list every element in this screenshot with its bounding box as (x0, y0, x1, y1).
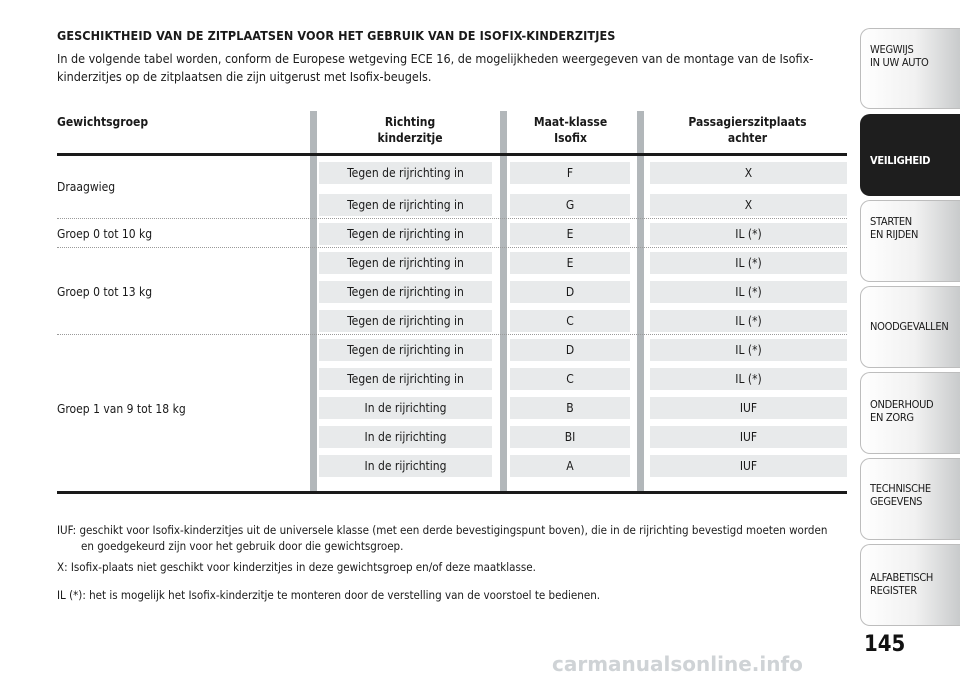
size-cell: C (510, 310, 630, 332)
rear-cell: IL (*) (650, 223, 847, 245)
column-divider (310, 111, 317, 493)
direction-cell: Tegen de rijrichting in (319, 223, 492, 245)
size-cell: E (510, 223, 630, 245)
column-divider (637, 111, 644, 493)
direction-cell: In de rijrichting (319, 455, 492, 477)
rear-cell: IL (*) (650, 252, 847, 274)
sidebar-tab-veiligheid[interactable]: VEILIGHEID (860, 114, 960, 196)
size-cell: B (510, 397, 630, 419)
rear-cell: IL (*) (650, 310, 847, 332)
page-title: GESCHIKTHEID VAN DE ZITPLAATSEN VOOR HET GEBRUIK VAN DE ISOFIX-KINDERZITJES (57, 28, 616, 43)
rear-cell: IUF (650, 455, 847, 477)
note-il: IL (*): het is mogelijk het Isofix-kinderzitje te monteren door de verstelling van de voorstoel te bedienen. (57, 588, 601, 602)
group-separator (57, 247, 847, 248)
size-cell: BI (510, 426, 630, 448)
sidebar-tab-technische-gegevens[interactable]: TECHNISCHE GEGEVENS (860, 458, 960, 540)
direction-cell: Tegen de rijrichting in (319, 194, 492, 216)
rear-cell: IL (*) (650, 339, 847, 361)
size-cell: F (510, 162, 630, 184)
header-rear-seat: Passagierszitplaats achter (688, 115, 807, 145)
rear-cell: IUF (650, 426, 847, 448)
note-x: X: Isofix-plaats niet geschikt voor kinderzitjes in deze gewichtsgroep en/of deze maatklasse. (57, 560, 536, 574)
size-cell: D (510, 339, 630, 361)
size-cell: C (510, 368, 630, 390)
sidebar-tab-wegwijs[interactable]: WEGWIJS IN UW AUTO (860, 28, 960, 109)
sidebar-tab-onderhoud[interactable]: ONDERHOUD EN ZORG (860, 372, 960, 454)
group-separator (57, 334, 847, 335)
rear-cell: IL (*) (650, 281, 847, 303)
group-label: Groep 0 tot 13 kg (57, 285, 153, 299)
size-cell: E (510, 252, 630, 274)
direction-cell: Tegen de rijrichting in (319, 368, 492, 390)
direction-cell: Tegen de rijrichting in (319, 252, 492, 274)
table-header-rule (57, 153, 847, 156)
direction-cell: Tegen de rijrichting in (319, 339, 492, 361)
direction-cell: In de rijrichting (319, 397, 492, 419)
intro-paragraph: In de volgende tabel worden, conform de Europese wetgeving ECE 16, de mogelijkheden weergegeven van de montage van de Isofix-kinderzitjes op de zitplaatsen die zijn uitgerust met Isofix-beugels. (57, 51, 814, 84)
sidebar-tab-register[interactable]: ALFABETISCH REGISTER (860, 544, 960, 626)
rear-cell: IL (*) (650, 368, 847, 390)
note-iuf-continued: en goedgekeurd zijn voor het gebruik door die gewichtsgroep. (81, 539, 404, 553)
rear-cell: X (650, 194, 847, 216)
direction-cell: Tegen de rijrichting in (319, 162, 492, 184)
page-number: 145 (864, 632, 906, 657)
header-size-class: Maat-klasse Isofix (533, 115, 608, 145)
header-direction: Richting kinderzitje (377, 115, 443, 145)
note-iuf: IUF: geschikt voor Isofix-kinderzitjes uit de universele klasse (met een derde bevestigingspunt boven), die in de rijrichting bevestigd moeten worden (57, 523, 828, 537)
group-label: Groep 1 van 9 tot 18 kg (57, 402, 186, 416)
rear-cell: X (650, 162, 847, 184)
size-cell: G (510, 194, 630, 216)
direction-cell: Tegen de rijrichting in (319, 310, 492, 332)
rear-cell: IUF (650, 397, 847, 419)
table-bottom-rule (57, 491, 847, 494)
header-weight-group: Gewichtsgroep (57, 115, 149, 129)
direction-cell: In de rijrichting (319, 426, 492, 448)
size-cell: D (510, 281, 630, 303)
size-cell: A (510, 455, 630, 477)
sidebar-tab-noodgevallen[interactable]: NOODGEVALLEN (860, 286, 960, 368)
watermark-text: carmanualsonline.info (552, 652, 803, 676)
direction-cell: Tegen de rijrichting in (319, 281, 492, 303)
sidebar-tab-starten[interactable]: STARTEN EN RIJDEN (860, 200, 960, 282)
group-label: Groep 0 tot 10 kg (57, 227, 153, 241)
group-label: Draagwieg (57, 180, 116, 194)
group-separator (57, 218, 847, 219)
column-divider (500, 111, 507, 493)
